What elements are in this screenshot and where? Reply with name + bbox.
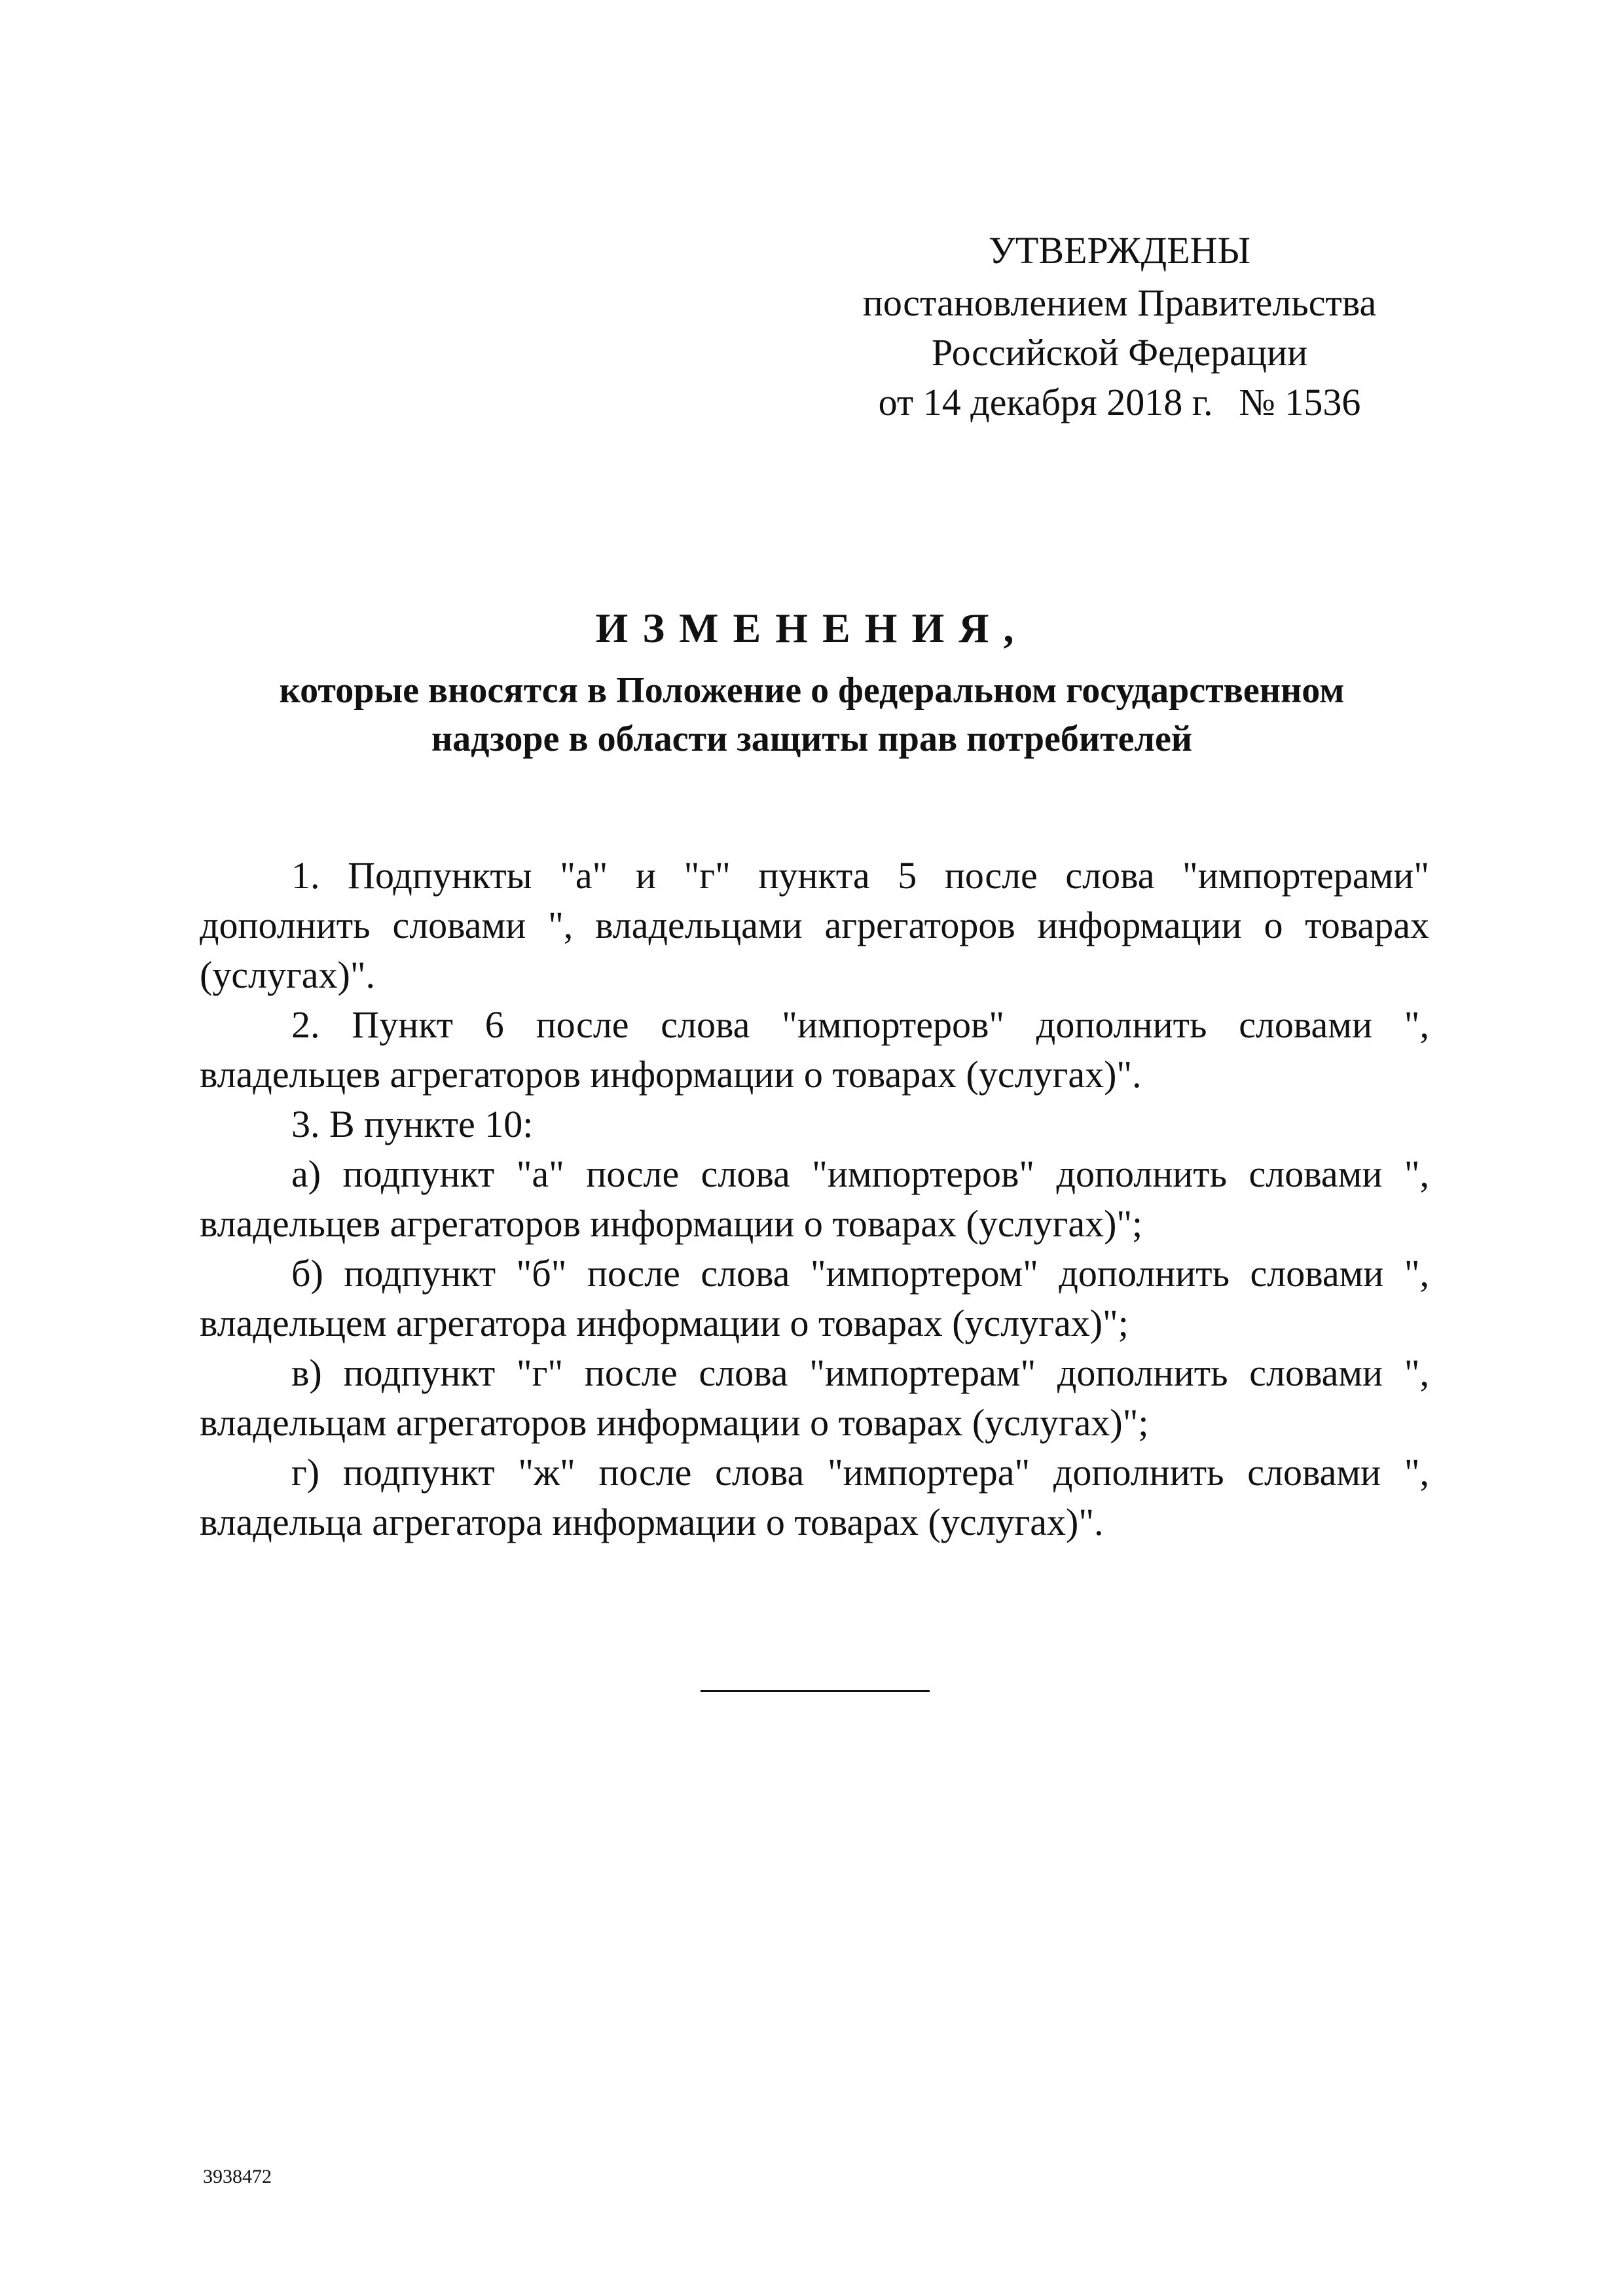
paragraph-3g: г) подпункт "ж" после слова "импортера" дополнить словами ", владельца агрегатора информации о товарах (услугах)".	[200, 1451, 1429, 1543]
document-heading	[196, 602, 1427, 763]
paragraph-2: 2. Пункт 6 после слова "импортеров" дополнить словами ", владельцев агрегаторов информации о товарах (услугах)".	[200, 1003, 1429, 1096]
paragraph-3v: в) подпункт "г" после слова "импортерам" дополнить словами ", владельцам агрегаторов информации о товарах (услугах)";	[200, 1352, 1429, 1444]
approval-date-line	[851, 378, 1388, 427]
paragraph-3b: б) подпункт "б" после слова "импортером" дополнить словами ", владельцем агрегатора информации о товарах (услугах)";	[200, 1252, 1429, 1344]
approval-title: УТВЕРЖДЕНЫ	[988, 229, 1251, 272]
paragraph-1: 1. Подпункты "а" и "г" пункта 5 после слова "импортерами" дополнить словами ", владельцами агрегаторов информации о товарах (услугах)".	[200, 854, 1429, 996]
heading-subtitle-line-1: которые вносятся в Положение о федеральном государственном	[279, 670, 1345, 711]
heading-title: ИЗМЕНЕНИЯ,	[595, 605, 1029, 651]
approval-line-federation: Российской Федерации	[931, 331, 1308, 374]
paragraph-3a: а) подпункт "а" после слова "импортеров" дополнить словами ", владельцев агрегаторов информации о товарах (услугах)";	[200, 1153, 1429, 1245]
paragraph-3: 3. В пункте 10:	[291, 1103, 534, 1145]
heading-subtitle-line-2: надзоре в области защиты прав потребителей	[431, 719, 1193, 759]
approval-date: от 14 декабря 2018 г.	[878, 381, 1213, 423]
approval-number: № 1536	[1239, 381, 1361, 423]
document-body	[200, 851, 1429, 1547]
document-code: 3938472	[203, 2166, 272, 2187]
end-separator-line	[701, 1690, 930, 1692]
approval-line-resolution: постановлением Правительства	[862, 281, 1377, 324]
approval-block	[851, 226, 1388, 427]
